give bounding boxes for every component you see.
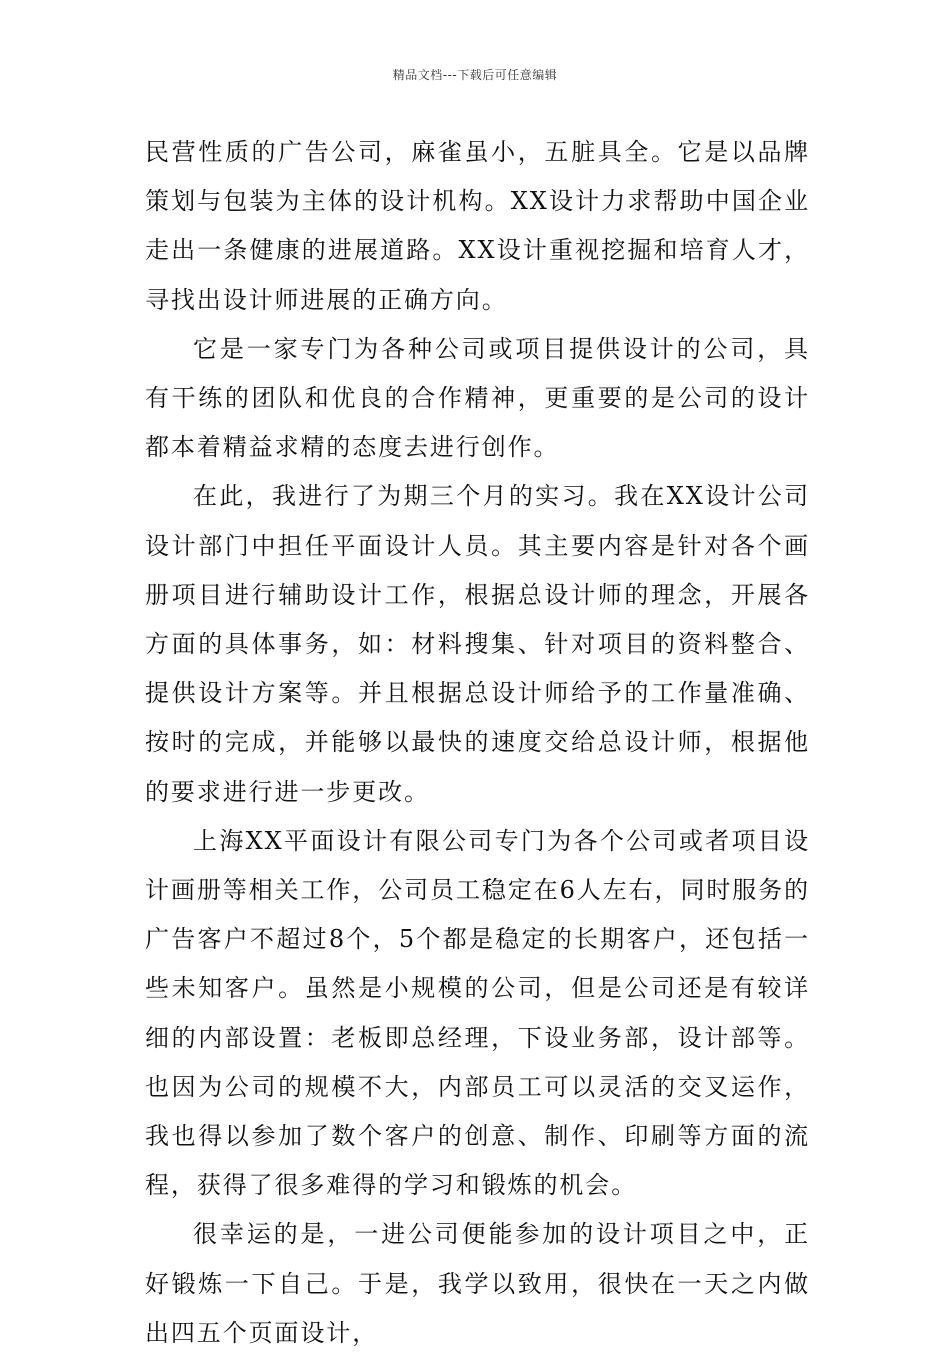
paragraph: 上海XX平面设计有限公司专门为各个公司或者项目设计画册等相关工作，公司员工稳定在6人左右，同时服务的广告客户不超过8个，5个都是稳定的长期客户，还包括一些未知客户。虽然是小规模的公司，但是公司还是有较详细的内部设置：老板即总经理，下设业务部，设计部等。也因为公司的规模不大，内部员工可以灵活的交叉运作，我也得以参加了数个客户的创意、制作、印刷等方面的流程，获得了很多难得的学习和锻炼的机会。 bbox=[145, 826, 810, 1200]
paragraph-continued: 民营性质的广告公司，麻雀虽小，五脏具全。它是以品牌策划与包装为主体的设计机构。XX设计力求帮助中国企业走出一条健康的进展道路。XX设计重视挖掘和培育人才，寻找出设计师进展的正确方向。 bbox=[145, 138, 810, 314]
paragraph: 很幸运的是，一进公司便能参加的设计项目之中，正好锻炼一下自己。于是，我学以致用，很快在一天之内做出四五个页面设计， bbox=[145, 1220, 810, 1347]
page-header: 精品文档---下载后可任意编辑 bbox=[392, 68, 558, 82]
paragraph: 它是一家专门为各种公司或项目提供设计的公司，具有干练的团队和优良的合作精神，更重要的是公司的设计都本着精益求精的态度去进行创作。 bbox=[145, 334, 810, 462]
document-body bbox=[145, 128, 810, 1358]
paragraph: 在此，我进行了为期三个月的实习。我在XX设计公司设计部门中担任平面设计人员。其主要内容是针对各个画册项目进行辅助设计工作，根据总设计师的理念，开展各方面的具体事务，如：材料搜集、针对项目的资料整合、提供设计方案等。并且根据总设计师给予的工作量准确、按时的完成，并能够以最快的速度交给总设计师，根据他的要求进行进一步更改。 bbox=[145, 482, 810, 806]
